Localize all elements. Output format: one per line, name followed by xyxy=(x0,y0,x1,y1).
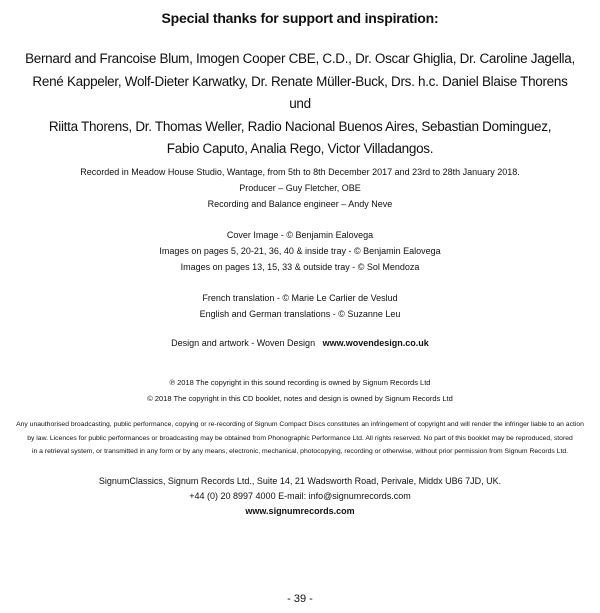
legal-line: by law. Licences for public performances or broadcasting may be obtained from Phonographic Performance Ltd. All rights reserved. No part of this booklet may be reproduced, stored xyxy=(27,434,573,442)
woven-design-link[interactable]: www.wovendesign.co.uk xyxy=(322,338,429,348)
booklet-copyright: © 2018 The copyright in this CD booklet, notes and design is owned by Signum Records Ltd xyxy=(147,394,453,403)
recorded-info: Recorded in Meadow House Studio, Wantage, from 5th to 8th December 2017 and 23rd to 28th January 2018. xyxy=(80,167,520,177)
images-credit-b: Images on pages 13, 15, 33 & outside tray - © Sol Mendoza xyxy=(180,262,420,272)
design-label: Design and artwork - Woven Design xyxy=(171,338,316,348)
engineer-credit: Recording and Balance engineer – Andy Neve xyxy=(207,199,393,209)
address-line: SignumClassics, Signum Records Ltd., Suite 14, 21 Wadsworth Road, Perivale, Middx UB6 7JD, UK. xyxy=(98,476,502,486)
design-line xyxy=(20,335,580,351)
french-translation-credit: French translation - © Marie Le Carlier de Veslud xyxy=(202,293,398,303)
thanks-line: Fabio Caputo, Analia Rego, Victor Villadangos. xyxy=(166,141,434,156)
cover-image-credit: Cover Image - © Benjamin Ealovega xyxy=(226,230,374,240)
copyright-notices xyxy=(20,375,580,407)
thanks-line: Bernard and Francoise Blum, Imogen Cooper CBE, C.D., Dr. Oscar Ghiglia, Dr. Caroline Jagella, xyxy=(25,51,575,66)
english-german-translation-credit: English and German translations - © Suzanne Leu xyxy=(199,309,401,319)
thanks-line: René Kappeler, Wolf-Dieter Karwatky, Dr. Renate Müller-Buck, Drs. h.c. Daniel Blaise Thorens und xyxy=(32,73,568,111)
page-number: - 39 - xyxy=(287,593,313,605)
recording-credits xyxy=(20,164,580,212)
design-credit xyxy=(20,335,580,351)
phonogram-copyright: ℗ 2018 The copyright in this sound recording is owned by Signum Records Ltd xyxy=(169,378,431,387)
signum-website-link[interactable]: www.signumrecords.com xyxy=(245,506,355,516)
image-credits xyxy=(20,227,580,275)
producer-credit: Producer – Guy Fletcher, OBE xyxy=(239,183,361,193)
contact-line: +44 (0) 20 8997 4000 E-mail: info@signumrecords.com xyxy=(189,491,411,501)
images-credit-a: Images on pages 5, 20-21, 36, 40 & inside tray - © Benjamin Ealovega xyxy=(159,246,441,256)
thanks-list xyxy=(20,48,580,161)
special-thanks-heading: Special thanks for support and inspiration: xyxy=(161,10,439,26)
label-address xyxy=(20,474,580,519)
legal-line: in a retrieval system, or transmitted in any form or by any means, electronic, mechanical, photocopying, recording or otherwise, without prior permission from Signum Records Ltd. xyxy=(31,448,569,455)
legal-line: Any unauthorised broadcasting, public performance, copying or re-recording of Signum Compact Discs constitutes an infringement of copyright and will render the infringer liable to an action xyxy=(16,421,584,428)
translation-credits xyxy=(20,290,580,322)
thanks-line: Riitta Thorens, Dr. Thomas Weller, Radio Nacional Buenos Aires, Sebastian Dominguez, xyxy=(48,118,552,134)
legal-notice xyxy=(8,418,592,459)
